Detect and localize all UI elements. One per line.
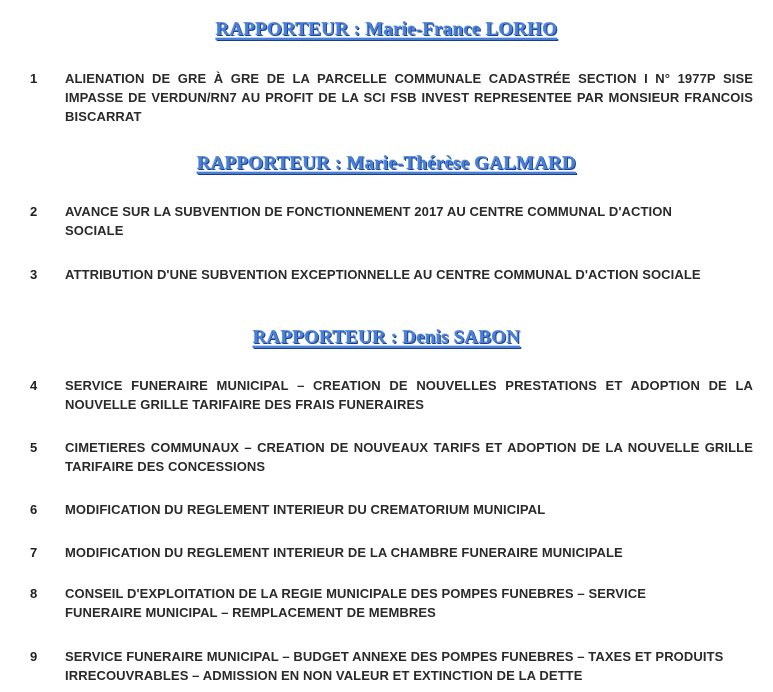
- agenda-item-text: CONSEIL D'EXPLOITATION DE LA REGIE MUNICIPALE DES POMPES FUNEBRES – SERVICE FUNERAIRE MUNICIPAL – REMPLACEMENT DE MEMBRES: [65, 586, 646, 620]
- agenda-item-number: 4: [30, 378, 38, 393]
- agenda-item-text: SERVICE FUNERAIRE MUNICIPAL – BUDGET ANNEXE DES POMPES FUNEBRES – TAXES ET PRODUITS IRRECOUVRABLES – ADMISSION EN NON VALEUR ET EXTINCTION DE LA DETTE: [65, 649, 724, 683]
- agenda-item-text: ALIENATION DE GRE À GRE DE LA PARCELLE COMMUNALE CADASTRÉE SECTION I N° 1977P SISE IMPASSE DE VERDUN/RN7 AU PROFIT DE LA SCI FSB INVEST REPRESENTEE PAR MONSIEUR FRANCOIS BISCARRAT: [65, 71, 753, 124]
- rapporteur-heading: RAPPORTEUR : Denis SABON: [252, 327, 521, 348]
- agenda-item-number: 2: [30, 204, 38, 219]
- agenda-item-text: MODIFICATION DU REGLEMENT INTERIEUR DE LA CHAMBRE FUNERAIRE MUNICIPALE: [65, 545, 623, 560]
- agenda-item-text: ATTRIBUTION D'UNE SUBVENTION EXCEPTIONNELLE AU CENTRE COMMUNAL D'ACTION SOCIALE: [65, 267, 701, 282]
- agenda-item-number: 5: [30, 440, 38, 455]
- agenda-item-number: 7: [30, 545, 38, 560]
- agenda-item-text: MODIFICATION DU REGLEMENT INTERIEUR DU CREMATORIUM MUNICIPAL: [65, 502, 546, 517]
- agenda-item-text: CIMETIERES COMMUNAUX – CREATION DE NOUVEAUX TARIFS ET ADOPTION DE LA NOUVELLE GRILLE TARIFAIRE DES CONCESSIONS: [65, 440, 753, 474]
- rapporteur-heading: RAPPORTEUR : Marie-Thérèse GALMARD: [196, 153, 577, 174]
- agenda-item-number: 3: [30, 267, 38, 282]
- agenda-item-number: 1: [30, 71, 38, 86]
- agenda-item-number: 8: [30, 586, 38, 601]
- rapporteur-heading: RAPPORTEUR : Marie-France LORHO: [215, 19, 558, 40]
- agenda-item-number: 6: [30, 502, 38, 517]
- agenda-item-text: SERVICE FUNERAIRE MUNICIPAL – CREATION DE NOUVELLES PRESTATIONS ET ADOPTION DE LA NOUVELLE GRILLE TARIFAIRE DES FRAIS FUNERAIRES: [65, 378, 753, 412]
- agenda-item-number: 9: [30, 649, 38, 664]
- agenda-item-text: AVANCE SUR LA SUBVENTION DE FONCTIONNEMENT 2017 AU CENTRE COMMUNAL D'ACTION SOCIALE: [65, 204, 672, 238]
